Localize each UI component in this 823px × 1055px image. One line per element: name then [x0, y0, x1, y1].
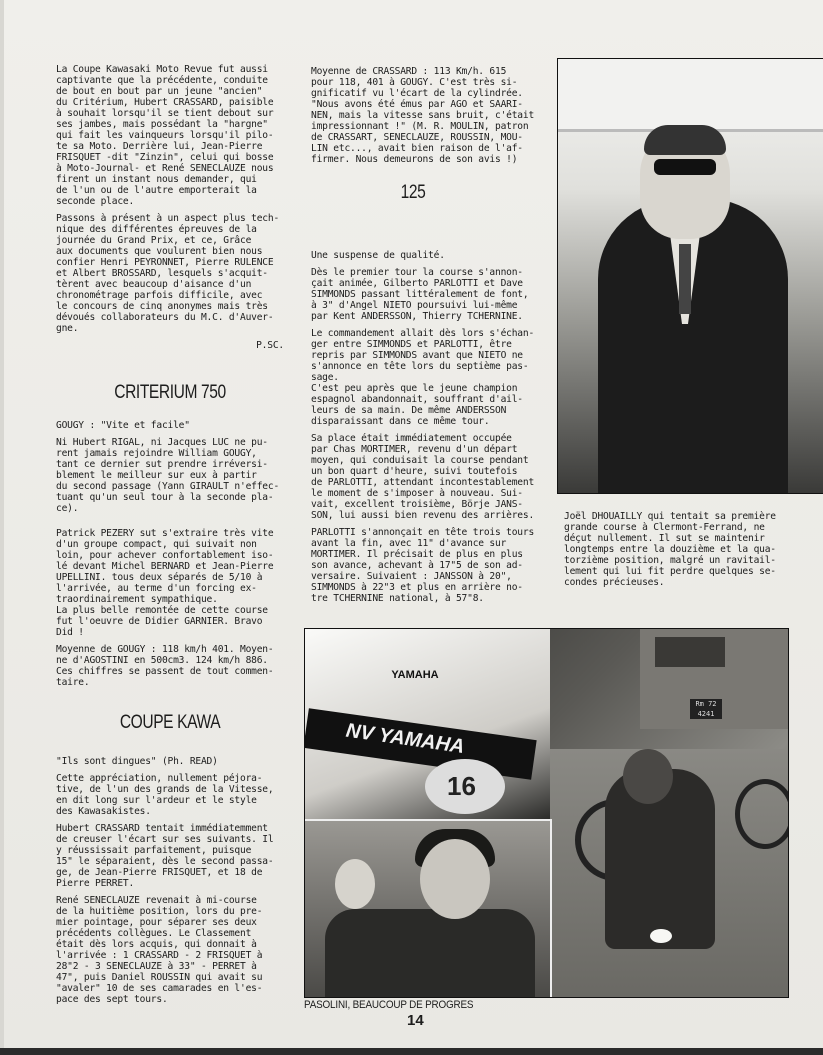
- portrait-photo: [557, 58, 823, 494]
- signature: P.SC.: [256, 340, 284, 351]
- heading-125: 125: [400, 182, 426, 203]
- crassard-average-paragraph: Moyenne de CRASSARD : 113 Km/h. 615 pour 118, 401 à GOUGY. C'est très si- gnificatif vu l'écart de la cylindrée. "Nous avons été émus par AGO et SAARI- NEN, mais la vitesse sans bruit, c'était impressionnant !" (M. R. MOULIN, patron de CRASSART, SENECLAUZE, ROUSSIN, MOU- LIN etc..., avait bien raison de l'af- firmer. Nous demeurons de son avis !): [311, 66, 535, 165]
- photo-wheel-2: [735, 779, 789, 849]
- photo-race-number: [425, 759, 505, 814]
- photo-rider-jacket: [325, 909, 535, 998]
- photo-tank-logo: YAMAHA: [391, 669, 439, 681]
- kawa-section: [56, 756, 284, 1011]
- dhouailly-paragraph: Joël DHOUAILLY qui tentait sa première grande course à Clermont-Ferrand, ne déçut nullement. Il sut se maintenir longtemps entre la douzième et la qua- torzième position, malgré un ravitail- lement qui lui fit perdre quelques se- condes précieuses.: [564, 511, 776, 588]
- kawa-heading: COUPE KAWA: [119, 712, 221, 733]
- criterium-subtitle: GOUGY : "Vite et facile": [56, 420, 190, 431]
- column-right: [564, 511, 792, 594]
- kawa-paragraph-3: René SENECLAUZE revenait à mi-course de la huitième position, lors du pre- mier pointage, pour séparer ses deux précédents collègues. Le Classement était dès lors acquis, qui donnait à l'arrivée : 1 CRASSARD - 2 FRISQUET à 28"2 - 3 SENECLAUZE à 33" - PERRET à 47", puis Daniel ROUSSIN qui avait su "avaler" 10 de ses camarades en l'es- pace des sept tours.: [56, 895, 263, 1005]
- section-125-paragraph-3: Sa place était immédiatement occupée par Chas MORTIMER, revenu d'un départ moyen, qui conduisait la course pendant un bon quart d'heure, suivi toutefois de PARLOTTI, attendant incontestablement le moment de s'imposer à nouveau. Sui- vait, excellent troisième, Börje JANS- SON, lui aussi bien revenu des arrières.: [311, 433, 535, 521]
- intro-paragraph-1: La Coupe Kawasaki Moto Revue fut aussi captivante que la précédente, conduite de bout en bout par un jeune "ancien" du Critérium, Hubert CRASSARD, paisible à souhait lorsqu'il se tient debout sur ses jambes, mais possédant la "hargne" qui fait les vainqueurs lorsqu'il pilo- te sa Moto. Derrière lui, Jean-Pierre FRISQUET -dit "Zinzin", celui qui bosse à Moto-Journal- et René SENECLAUZE nous firent un instant nous demander, qui de l'un ou de l'autre emporterait la seconde place.: [56, 64, 274, 207]
- section-125-paragraph-2: Le commandement allait dès lors s'échan- ger entre SIMMONDS et PARLOTTI, être repris par SIMMONDS avant que NIETO ne s'annonce en tête lors du septième pas- sage. C'est peu après que le jeune champion espagnol abandonnait, souffrant d'ail- leurs de sa main. De même ANDERSSON disparaissant dans ce même tour.: [311, 328, 535, 427]
- intro-paragraph-2: Passons à présent à un aspect plus tech- nique des différentes épreuves de la journée du Grand Prix, et ce, Grâce aux documents que voulurent bien nous confier Henri PEYRONNET, Pierre RULENCE et Albert BROSSARD, lesquels s'acquit- tèrent avec beaucoup d'aisance d'un chronométrage parfois difficile, avec le concours de cinq anonymes mais très dévoués collaborateurs du M.C. d'Auver- gne.: [56, 213, 280, 334]
- column-middle: [311, 250, 543, 610]
- section-125-paragraph-1: Dès le premier tour la course s'annon- çait animée, Gilberto PARLOTTI et Dave SIMMONDS passant littéralement de font, à 3" d'Angel NIETO poursuivi lui-même par Kent ANDERSSON, Thierry TCHERNINE.: [311, 267, 529, 322]
- photo-band-text: NV YAMAHA: [344, 719, 466, 759]
- photo-caption: PASOLINI, BEAUCOUP DE PROGRES: [304, 999, 474, 1011]
- photo-flame: [650, 929, 672, 943]
- criterium-paragraph-3: Moyenne de GOUGY : 118 km/h 401. Moyen- ne d'AGOSTINI en 500cm3. 124 km/h 886. Ces chiffres se passent de tout commen- taire.: [56, 644, 274, 688]
- kawa-paragraph-2: Hubert CRASSARD tentait immédiatemment de creuser l'écart sur ses suivants. Il y réussissait parfaitement, puisque 15" le séparaient, dès le second passa- ge, de Jean-Pierre FRISQUET, et 18 de Pierre PERRET.: [56, 823, 274, 889]
- photo-tie: [679, 244, 691, 314]
- photo-sunglasses: [654, 159, 716, 175]
- photo-rider-face: [420, 839, 490, 919]
- section-125-paragraph-4: PARLOTTI s'annonçait en tête trois tours avant la fin, avec 11" d'avance sur MORTIMER. Il précisait de plus en plus son avance, achevant à 17"5 de son ad- versaire. Suivaient : JANSSON à 20", SIMMONDS à 22"3 et plus en arrière no- tre TCHERNINE national, à 57"8.: [311, 527, 535, 604]
- photo-race-number-text: 16: [447, 771, 476, 801]
- race-collage-photo: [304, 628, 789, 998]
- criterium-section: [56, 420, 284, 694]
- photo-awning: [558, 59, 823, 132]
- bottom-edge: [0, 1048, 823, 1055]
- kawa-paragraph-1: Cette appréciation, nullement péjora- tive, de l'un des grands de la Vitesse, en dit long sur l'ardeur et le style des Kawasakistes.: [56, 773, 274, 817]
- column-middle-top: [311, 66, 543, 171]
- criterium-paragraph-2: Patrick PEZERY sut s'extraire très vite d'un groupe compact, qui suivait non loin, pour achever confortablement iso- lé devant Michel BERNARD et Jean-Pierre UPELLINI. tous deux séparés de 5/10 à l'arrivée, au terme d'un forcing ex- traordinairement sympathique. La plus belle remontée de cette course fut l'oeuvre de Didier GARNIER. Bravo Did !: [56, 528, 274, 638]
- criterium-heading: CRITERIUM 750: [114, 382, 226, 403]
- photo-license-plate: Rm 72 4241: [690, 699, 722, 719]
- photo-van-window: [655, 637, 725, 667]
- column-left: [56, 64, 284, 357]
- section-125-subtitle: Une suspense de qualité.: [311, 250, 445, 261]
- scan-edge: [0, 0, 4, 1055]
- kawa-subtitle: "Ils sont dingues" (Ph. READ): [56, 756, 218, 767]
- page-number: 14: [407, 1012, 424, 1029]
- photo-hair: [644, 125, 726, 155]
- photo-mechanic-head: [623, 749, 673, 804]
- photo-spectator-face: [335, 859, 375, 909]
- criterium-paragraph-1: Ni Hubert RIGAL, ni Jacques LUC ne pu- rent jamais rejoindre William GOUGY, tant ce dernier sut prendre irréversi- blement le meilleur sur eux à partir du second passage (Yann GIRAULT n'effec- tuant qu'un seul tour à la seconde pla- ce).: [56, 437, 280, 514]
